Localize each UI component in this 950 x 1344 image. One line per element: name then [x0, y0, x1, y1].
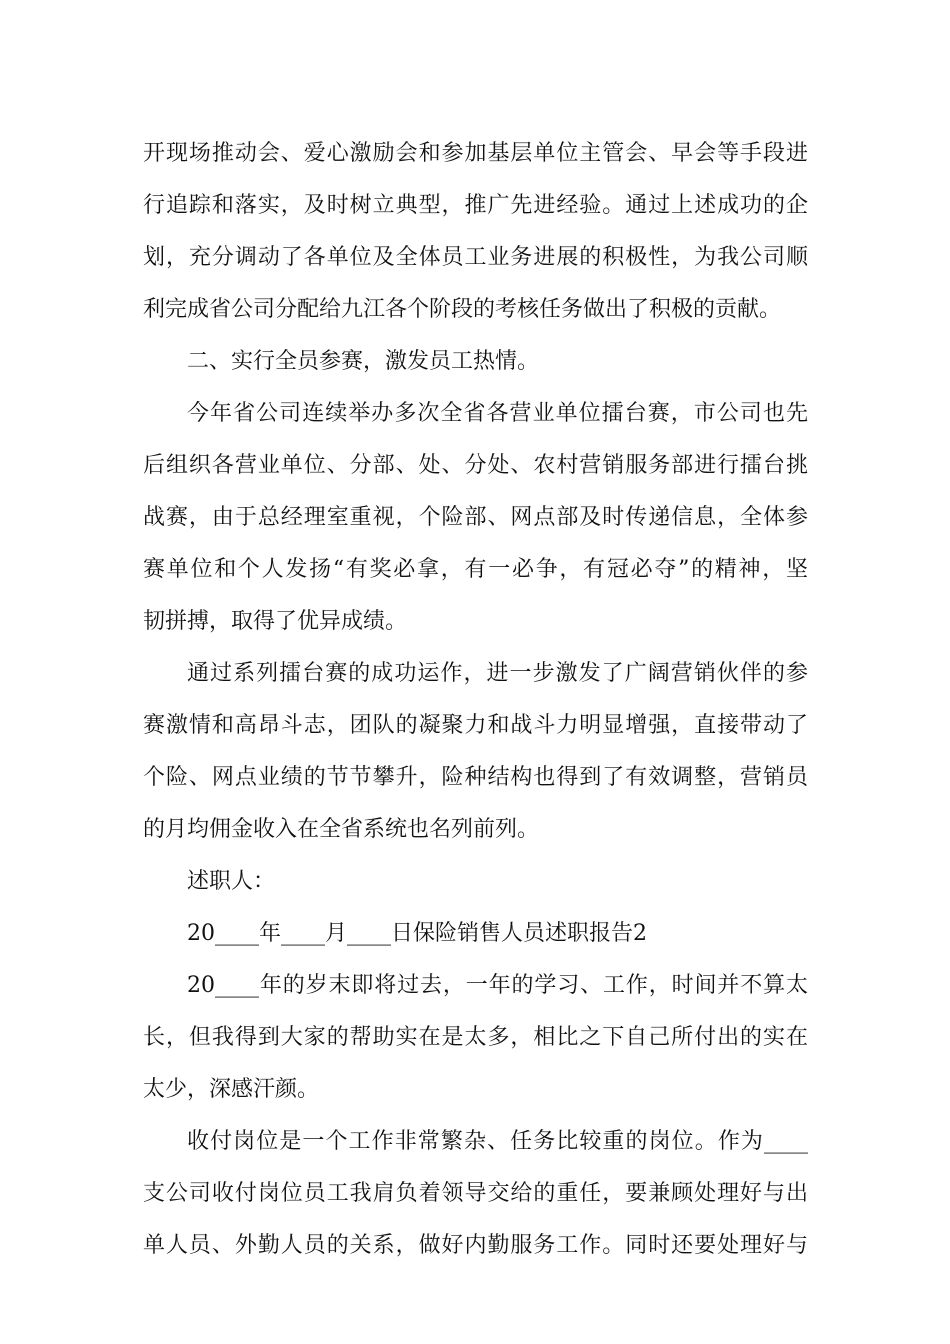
text-line: 战赛，由于总经理室重视，个险部、网点部及时传递信息，全体参	[143, 505, 808, 530]
text-line: 利完成省公司分配给九江各个阶段的考核任务做出了积极的贡献。	[143, 297, 782, 322]
text-line: 通过系列擂台赛的成功运作，进一步激发了广阔营销伙伴的参	[187, 661, 808, 686]
text-line: 划，充分调动了各单位及全体员工业务进展的积极性，为我公司顺	[143, 245, 808, 270]
text-line: 20____年的岁末即将过去，一年的学习、工作，时间并不算太	[187, 973, 808, 998]
section-heading: 二、实行全员参赛，激发员工热情。	[187, 349, 540, 374]
text-line: 今年省公司连续举办多次全省各营业单位擂台赛，市公司也先	[187, 401, 808, 426]
signature-label: 述职人：	[187, 869, 276, 894]
text-line: 韧拼搏，取得了优异成绩。	[143, 609, 408, 634]
text-line: 支公司收付岗位员工我肩负着领导交给的重任，要兼顾处理好与出	[143, 1181, 808, 1206]
text-line: 赛单位和个人发扬“有奖必拿，有一必争，有冠必夺”的精神，坚	[143, 557, 808, 582]
text-line: 后组织各营业单位、分部、处、分处、农村营销服务部进行擂台挑	[143, 453, 808, 478]
text-line: 赛激情和高昂斗志，团队的凝聚力和战斗力明显增强，直接带动了	[143, 713, 808, 738]
text-line: 单人员、外勤人员的关系，做好内勤服务工作。同时还要处理好与	[143, 1233, 808, 1258]
text-line: 太少，深感汗颜。	[143, 1077, 320, 1102]
text-line: 开现场推动会、爱心激励会和参加基层单位主管会、早会等手段进	[143, 141, 808, 166]
text-line: 个险、网点业绩的节节攀升，险种结构也得到了有效调整，营销员	[143, 765, 808, 790]
document-body	[143, 128, 808, 1272]
text-line: 的月均佣金收入在全省系统也名列前列。	[143, 817, 540, 842]
text-line: 长，但我得到大家的帮助实在是太多，相比之下自己所付出的实在	[143, 1025, 808, 1050]
text-line: 收付岗位是一个工作非常繁杂、任务比较重的岗位。作为____	[187, 1129, 808, 1154]
report-title: 20____年____月____日保险销售人员述职报告2	[187, 921, 647, 946]
text-line: 行追踪和落实，及时树立典型，推广先进经验。通过上述成功的企	[143, 193, 808, 218]
